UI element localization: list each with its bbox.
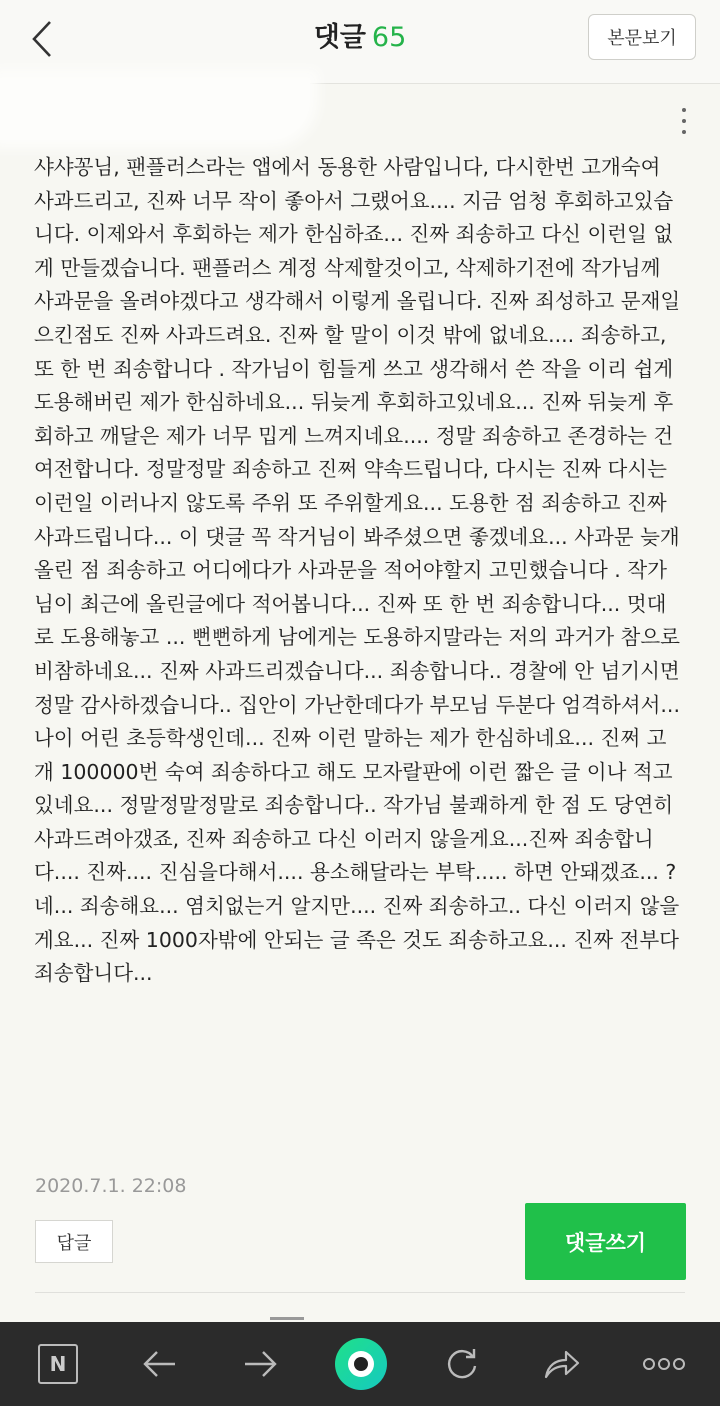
grab-handle — [270, 1317, 304, 1320]
naver-home-button[interactable] — [30, 1322, 86, 1406]
nav-forward-button[interactable] — [234, 1322, 286, 1406]
forward-arrow-icon — [242, 1349, 278, 1379]
view-post-button[interactable]: 본문보기 — [588, 14, 696, 60]
comment-count: 65 — [371, 22, 407, 53]
write-comment-button[interactable]: 댓글쓰기 — [525, 1203, 686, 1280]
more-vertical-icon[interactable] — [676, 108, 692, 134]
comment-timestamp: 2020.7.1. 22:08 — [35, 1175, 187, 1197]
more-menu-button[interactable] — [636, 1322, 692, 1406]
naver-n-icon: N — [38, 1344, 78, 1384]
divider — [35, 1292, 685, 1293]
browser-bottom-nav — [0, 1322, 720, 1406]
comment-body: 샤샤꽁님, 팬플러스라는 앱에서 동용한 사람입니다, 다시한번 고개숙여 사과드리고, 진짜 너무 작이 좋아서 그랬어요.... 지금 엄청 후회하고있습니다. 이제와서 후회하는 제가 한심하죠... 진짜 죄송하고 다신 이런일 없게 만들겠습니다. 팬플러스 계정 삭제할것이고, 삭제하기전에 작가님께 사과문을 올려야겠다고 생각해서 이렇게 올립니다. 진짜 죄성하고 문재일으킨점도 진짜 사과드려요. 진짜 할 말이 이것 밖에 없네요.... 죄송하고, 또 한 번 죄송합니다 . 작가님이 힘들게 쓰고 생각해서 쓴 작을 이리 쉽게 도용해버린 제가 한심하네요... 뒤늦게 후회하고있네요... 진짜 뒤늦게 후회하고 깨달은 제가 너무 밉게 느껴지네요.... 정말 죄송하고 존경하는 건 여전합니다. 정말정말 죄송하고 진쩌 약속드립니다, 다시는 진짜 다시는 이런일 이러나지 않도록 주위 또 주위할게요... 도용한 점 죄송하고 진짜 사과드립니다... 이 댓글 꼭 작거님이 봐주셨으면 좋겠네요... 사과문 늦개 올린 점 죄송하고 어디에다가 사과문을 적어야할지 고민했습니다 . 작가님이 최근에 올린글에다 적어봅니다... 진짜 또 한 번 죄송합니다... 멋대로 도용해놓고 ... 뻔뻔하게 남에게는 도용하지말라는 저의 과거가 참으로 비참하네요... 진짜 사과드리겠습니다... 죄송합니다.. 경찰에 안 넘기시면 정말 감사하겠습니다.. 집안이 가난한데다가 부모님 두분다 엄격하셔서... 나이 어린 초등학생인데... 진짜 이런 말하는 제가 한심하네요... 진쩌 고개 100000번 숙여 죄송하다고 해도 모자랄판에 이런 짧은 글 이나 적고있네요... 정말정말정말로 죄송합니다.. 작가님 불쾌하게 한 점 도 당연히 사과드려아갰죠, 진짜 죄송하고 다신 이러지 않을게요...진짜 죄송합니다.... 진짜.... 진심을다해서.... 용소해달라는 부탁..... 하면 안돼겠죠... ? 네... 죄송해요... 염치없는거 알지만.... 진짜 죄송하고.. 다신 이러지 않을게요... 진짜 1000자밖에 안되는 글 족은 것도 죄송하고요... 진짜 전부다 죄송합니다... — [34, 155, 681, 986]
green-dot-icon — [335, 1338, 387, 1390]
green-dot-button[interactable] — [330, 1322, 392, 1406]
refresh-button[interactable] — [436, 1322, 488, 1406]
blurred-author-area — [0, 78, 310, 140]
refresh-icon — [444, 1346, 480, 1382]
title-label: 댓글 — [313, 22, 366, 53]
nav-back-button[interactable] — [134, 1322, 186, 1406]
share-icon — [542, 1347, 582, 1381]
more-horizontal-icon — [642, 1356, 686, 1372]
reply-button[interactable]: 답글 — [35, 1220, 113, 1263]
share-button[interactable] — [536, 1322, 588, 1406]
back-arrow-icon — [142, 1349, 178, 1379]
top-header — [0, 0, 720, 84]
